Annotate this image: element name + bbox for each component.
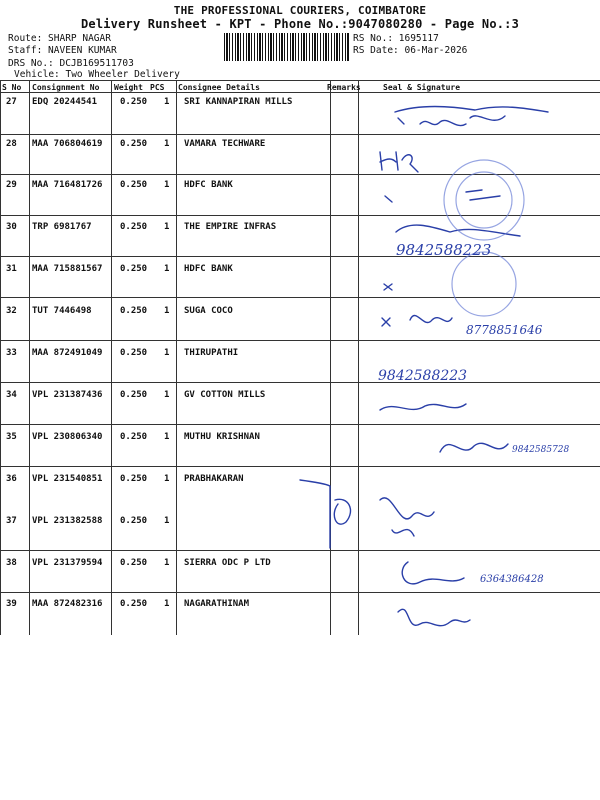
row-consignment-no: MAA 872491049 [32, 348, 103, 358]
row-consignment-no: VPL 231379594 [32, 558, 103, 568]
row-consignment-no: MAA 872482316 [32, 599, 103, 609]
row-consignee: SUGA COCO [184, 306, 233, 316]
row-pcs: 1 [164, 516, 170, 526]
row-consignee: HDFC BANK [184, 264, 233, 274]
handwritten-phone: 9842588223 [378, 368, 468, 384]
company-title: THE PROFESSIONAL COURIERS, COIMBATORE [173, 4, 427, 17]
row-consignee: SIERRA ODC P LTD [184, 558, 271, 568]
col-header-consignee: Consignee Details [178, 83, 260, 92]
row-consignment-no: VPL 230806340 [32, 432, 103, 442]
row-sno: 35 [6, 432, 17, 442]
row-consignment-no: TUT 7446498 [32, 306, 92, 316]
row-consignee: SRI KANNAPIRAN MILLS [184, 97, 293, 107]
col-header-consignment: Consignment No [32, 83, 100, 92]
row-consignment-no: EDQ 20244541 [32, 97, 98, 107]
handwritten-phone: 6364386428 [480, 574, 544, 585]
row-weight: 0.250 [120, 306, 148, 316]
row-pcs: 1 [164, 264, 170, 274]
row-sno: 27 [6, 97, 17, 107]
row-consignee: HDFC BANK [184, 180, 233, 190]
row-consignment-no: TRP 6981767 [32, 222, 92, 232]
row-consignment-no: VPL 231387436 [32, 390, 103, 400]
col-header-weight: Weight [114, 83, 143, 92]
row-consignee: THE EMPIRE INFRAS [184, 222, 277, 232]
row-consignment-no: VPL 231382588 [32, 516, 103, 526]
row-sno: 36 [6, 474, 17, 484]
row-consignee: MUTHU KRISHNAN [184, 432, 260, 442]
row-sno: 28 [6, 139, 17, 149]
row-weight: 0.250 [120, 222, 148, 232]
rs-date: RS Date: 06-Mar-2026 [353, 45, 468, 56]
row-consignee: PRABHAKARAN [184, 474, 244, 484]
route-label: Route: SHARP NAGAR [8, 33, 111, 44]
row-consignment-no: MAA 706804619 [32, 139, 103, 149]
row-sno: 39 [6, 599, 17, 609]
row-consignment-no: VPL 231540851 [32, 474, 103, 484]
row-consignment-no: MAA 715881567 [32, 264, 103, 274]
row-consignee: GV COTTON MILLS [184, 390, 266, 400]
row-sno: 29 [6, 180, 17, 190]
row-pcs: 1 [164, 558, 170, 568]
row-weight: 0.250 [120, 474, 148, 484]
col-header-sno: S No [2, 83, 22, 92]
row-consignee: VAMARA TECHWARE [184, 139, 266, 149]
row-pcs: 1 [164, 599, 170, 609]
row-pcs: 1 [164, 348, 170, 358]
drs-label: DRS No.: DCJB169511703 [8, 58, 134, 69]
row-sno: 31 [6, 264, 17, 274]
handwritten-phone: 8778851646 [466, 323, 543, 337]
handwritten-phone: 9842585728 [512, 445, 570, 455]
row-weight: 0.250 [120, 264, 148, 274]
row-sno: 38 [6, 558, 17, 568]
row-pcs: 1 [164, 222, 170, 232]
row-weight: 0.250 [120, 390, 148, 400]
row-weight: 0.250 [120, 516, 148, 526]
row-sno: 33 [6, 348, 17, 358]
col-header-signature: Seal & Signature [383, 83, 461, 92]
vehicle-label: Vehicle: Two Wheeler Delivery [14, 69, 180, 80]
col-header-remarks: Remarks [327, 83, 361, 92]
row-sno: 30 [6, 222, 17, 232]
staff-label: Staff: NAVEEN KUMAR [8, 45, 117, 56]
handwritten-phone: 9842588223 [396, 241, 492, 259]
row-pcs: 1 [164, 180, 170, 190]
row-consignee: NAGARATHINAM [184, 599, 250, 609]
runsheet-subtitle: Delivery Runsheet - KPT - Phone No.:9047080280 - Page No.:3 [80, 17, 520, 31]
row-weight: 0.250 [120, 558, 148, 568]
row-weight: 0.250 [120, 97, 148, 107]
row-weight: 0.250 [120, 599, 148, 609]
col-header-pcs: PCS [150, 83, 165, 92]
row-weight: 0.250 [120, 139, 148, 149]
row-pcs: 1 [164, 432, 170, 442]
rs-number: RS No.: 1695117 [353, 33, 439, 44]
row-pcs: 1 [164, 97, 170, 107]
row-pcs: 1 [164, 474, 170, 484]
row-pcs: 1 [164, 306, 170, 316]
row-consignment-no: MAA 716481726 [32, 180, 103, 190]
row-sno: 37 [6, 516, 17, 526]
row-pcs: 1 [164, 390, 170, 400]
row-pcs: 1 [164, 139, 170, 149]
row-sno: 34 [6, 390, 17, 400]
row-weight: 0.250 [120, 348, 148, 358]
row-consignee: THIRUPATHI [184, 348, 239, 358]
row-weight: 0.250 [120, 432, 148, 442]
row-weight: 0.250 [120, 180, 148, 190]
row-sno: 32 [6, 306, 17, 316]
